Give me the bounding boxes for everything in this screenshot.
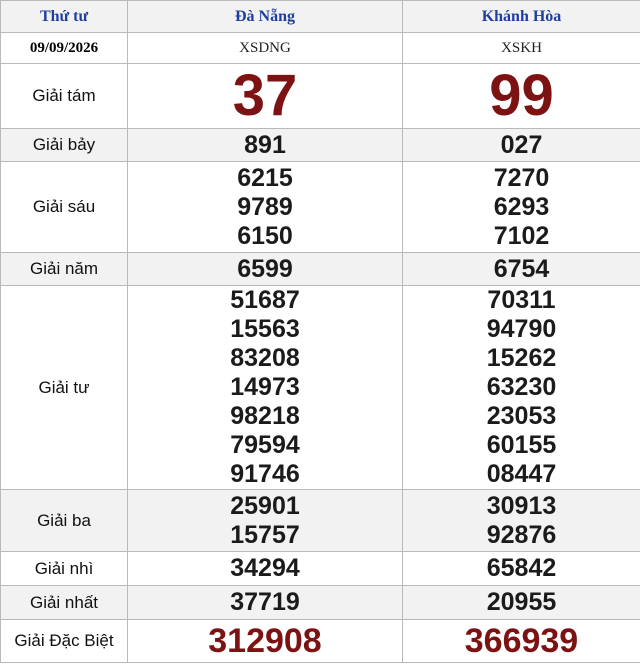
prize-label-g5: Giải năm [1,253,128,286]
prize-number: 23053 [486,402,557,430]
g5-danang [128,253,403,286]
g1-khanhhoa [403,586,640,620]
prize-number: 34294 [230,554,300,582]
prize-row-g5 [1,253,640,286]
g5-khanhhoa [403,253,640,286]
prize-number: 9789 [237,192,293,221]
g4-khanhhoa [403,286,640,490]
prize-number: 30913 [486,491,557,520]
g2-khanhhoa [403,552,640,586]
prize-row-special [1,620,640,663]
g7-danang [128,129,403,162]
prize-number: 98218 [230,402,300,430]
prize-label-g7: Giải bảy [1,129,128,162]
special-danang [128,620,403,663]
g7-khanhhoa [403,129,640,162]
prize-row-g3 [1,490,640,552]
prize-number: 15757 [230,520,300,549]
prize-number: 312908 [208,622,322,660]
g3-danang [128,490,403,552]
prize-row-g8 [1,64,640,129]
g8-danang [128,64,403,129]
prize-number: 6215 [237,163,293,192]
prize-row-g1 [1,586,640,620]
prize-number: 7270 [493,163,550,192]
draw-date: 09/09/2026 [1,33,128,64]
prize-number: 60155 [486,431,557,459]
prize-number: 99 [489,63,554,128]
prize-row-g2 [1,552,640,586]
special-khanhhoa [403,620,640,663]
prize-number: 25901 [230,491,300,520]
prize-number: 79594 [230,431,300,459]
g6-khanhhoa [403,162,640,253]
prize-number: 027 [500,130,543,159]
prize-number: 7102 [493,221,550,250]
prize-number: 15262 [486,344,557,372]
prize-number: 37 [232,63,298,128]
g2-danang [128,552,403,586]
subheader-row [1,33,640,64]
prize-number: 6150 [237,221,293,250]
province-danang-header[interactable]: Đà Nẵng [128,1,403,33]
g6-danang [128,162,403,253]
g3-khanhhoa [403,490,640,552]
prize-label-g8: Giải tám [1,64,128,129]
prize-number: 91746 [230,460,300,488]
header-row [1,1,640,33]
prize-number: 08447 [486,460,557,488]
prize-number: 63230 [486,373,557,401]
day-of-week: Thứ tư [1,1,128,33]
prize-row-g6 [1,162,640,253]
prize-label-g1: Giải nhất [1,586,128,620]
danang-lottery-code: XSDNG [128,33,403,64]
prize-number: 891 [244,130,286,159]
prize-number: 83208 [230,344,300,372]
prize-row-g4 [1,286,640,490]
prize-number: 51687 [230,286,300,314]
khanhhoa-lottery-code: XSKH [403,33,640,64]
prize-label-g3: Giải ba [1,490,128,552]
prize-number: 6599 [237,254,293,283]
prize-number: 14973 [230,373,300,401]
prize-number: 6754 [493,254,550,283]
g8-khanhhoa [403,64,640,129]
prize-label-g2: Giải nhì [1,552,128,586]
g1-danang [128,586,403,620]
prize-number: 70311 [487,286,556,314]
prize-label-g6: Giải sáu [1,162,128,253]
prize-number: 15563 [230,315,300,343]
prize-number: 94790 [486,315,557,343]
prize-label-special: Giải Đặc Biệt [1,620,128,663]
prize-row-g7 [1,129,640,162]
province-khanhhoa-header[interactable]: Khánh Hòa [403,1,640,33]
prize-number: 366939 [464,622,579,660]
prize-number: 20955 [486,588,557,616]
prize-number: 65842 [486,554,557,582]
g4-danang [128,286,403,490]
prize-number: 37719 [230,588,300,616]
prize-label-g4: Giải tư [1,286,128,490]
prize-number: 92876 [486,520,557,549]
prize-number: 6293 [493,192,550,221]
